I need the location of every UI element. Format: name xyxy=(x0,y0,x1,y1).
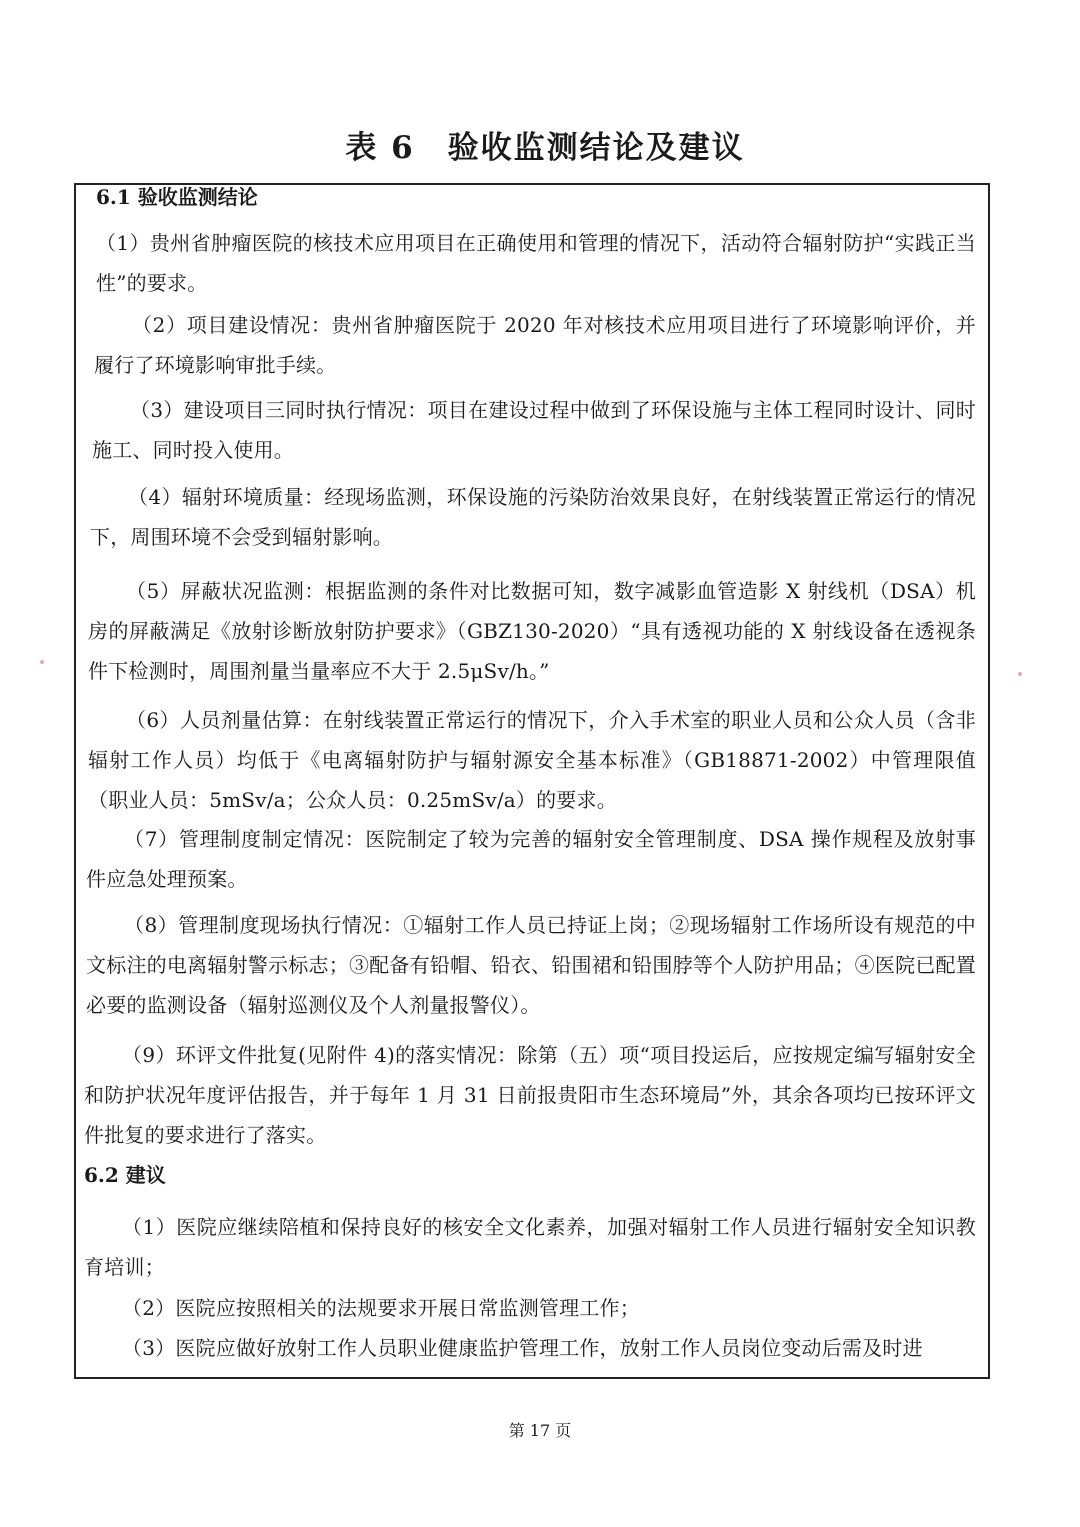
scan-speck xyxy=(40,660,44,664)
suggestion-paragraph-2: （2）医院应按照相关的法规要求开展日常监测管理工作； xyxy=(122,1296,640,1320)
conclusion-paragraph-1: （1）贵州省肿瘤医院的核技术应用项目在正确使用和管理的情况下，活动符合辐射防护“实践正当性”的要求。 xyxy=(96,231,976,295)
page-title: 表 6 验收监测结论及建议 xyxy=(345,130,745,166)
conclusion-paragraph-9: （9）环评文件批复(见附件 4)的落实情况：除第（五）项“项目投运后，应按规定编写辐射安全和防护状况年度评估报告，并于每年 1 月 31 日前报贵阳市生态环境局”外，其余各项均已按环评文件批复的要求进行了落实。 xyxy=(84,1043,976,1147)
section-heading-conclusion: 6.1 验收监测结论 xyxy=(96,185,258,209)
section-heading-suggestions: 6.2 建议 xyxy=(84,1163,166,1187)
conclusion-paragraph-8: （8）管理制度现场执行情况：①辐射工作人员已持证上岗；②现场辐射工作场所设有规范的中文标注的电离辐射警示标志；③配备有铅帽、铅衣、铅围裙和铅围脖等个人防护用品；④医院已配置必要的监测设备（辐射巡测仪及个人剂量报警仪）。 xyxy=(86,913,976,1017)
suggestion-paragraph-3: （3）医院应做好放射工作人员职业健康监护管理工作，放射工作人员岗位变动后需及时进 xyxy=(122,1336,923,1360)
conclusion-paragraph-6: （6）人员剂量估算：在射线装置正常运行的情况下，介入手术室的职业人员和公众人员（含非辐射工作人员）均低于《电离辐射防护与辐射源安全基本标准》（GB18871-2002）中管理限值（职业人员：5mSv/a；公众人员：0.25mSv/a）的要求。 xyxy=(88,708,976,812)
page-number: 第 17 页 xyxy=(508,1421,572,1440)
conclusion-paragraph-5: （5）屏蔽状况监测：根据监测的条件对比数据可知，数字减影血管造影 X 射线机（DSA）机房的屏蔽满足《放射诊断放射防护要求》（GBZ130-2020）“具有透视功能的 X 射线设备在透视条件下检测时，周围剂量当量率应不大于 2.5μSv/h。” xyxy=(88,579,976,683)
conclusion-paragraph-3: （3）建设项目三同时执行情况：项目在建设过程中做到了环保设施与主体工程同时设计、同时施工、同时投入使用。 xyxy=(92,398,976,462)
conclusion-paragraph-2: （2）项目建设情况：贵州省肿瘤医院于 2020 年对核技术应用项目进行了环境影响评价，并履行了环境影响审批手续。 xyxy=(94,313,976,377)
content-box xyxy=(74,183,990,1379)
conclusion-paragraph-4: （4）辐射环境质量：经现场监测，环保设施的污染防治效果良好，在射线装置正常运行的情况下，周围环境不会受到辐射影响。 xyxy=(90,485,976,549)
scan-speck xyxy=(1018,672,1022,676)
conclusion-paragraph-7: （7）管理制度制定情况：医院制定了较为完善的辐射安全管理制度、DSA 操作规程及放射事件应急处理预案。 xyxy=(86,827,976,891)
suggestion-paragraph-1: （1）医院应继续陪植和保持良好的核安全文化素养，加强对辐射工作人员进行辐射安全知识教育培训； xyxy=(84,1215,976,1279)
